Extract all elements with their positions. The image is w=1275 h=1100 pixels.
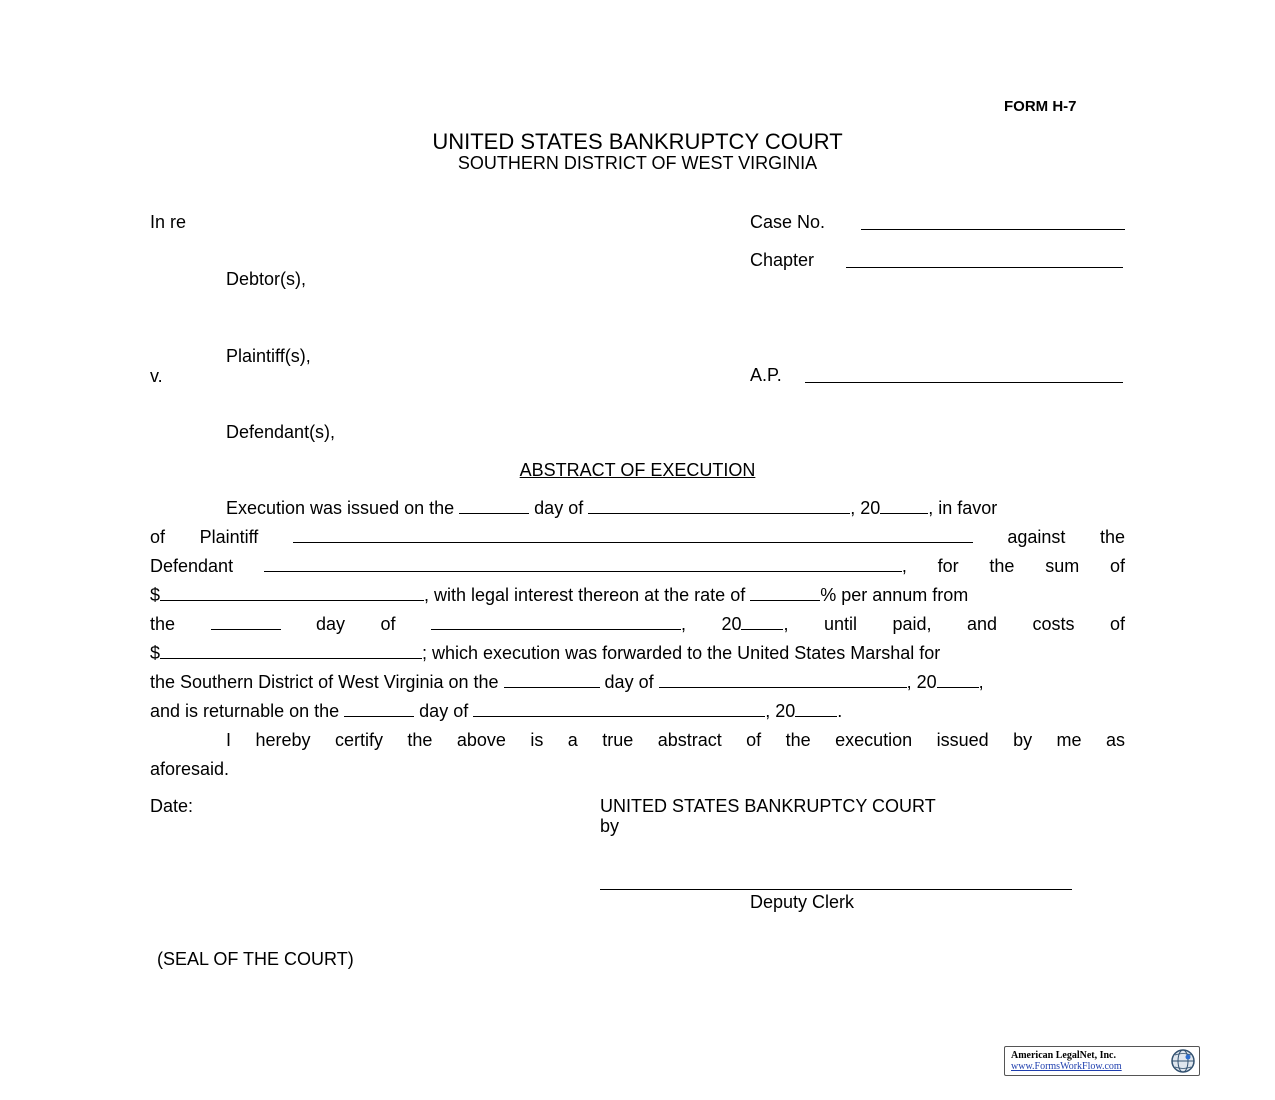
certification-word: of [746, 730, 762, 750]
court-name: UNITED STATES BANKRUPTCY COURT [432, 129, 843, 154]
certification-word: a [567, 730, 578, 750]
return-month-field[interactable] [473, 702, 765, 717]
body-text: 20 [721, 614, 742, 634]
return-year-field[interactable] [795, 702, 837, 717]
body-text: $ [150, 585, 161, 605]
seal-label: (SEAL OF THE COURT) [157, 949, 354, 969]
certification-word: above [456, 730, 506, 750]
costs-field[interactable] [160, 644, 422, 659]
body-line-3 [150, 552, 1125, 581]
chapter-field[interactable] [846, 267, 1123, 268]
return-day-field[interactable] [344, 702, 414, 717]
signature-by: by [600, 816, 620, 836]
body-text: , [901, 556, 907, 576]
date-label: Date: [150, 796, 194, 816]
body-line-7 [150, 668, 1125, 697]
plaintiff-label: Plaintiff(s), [226, 346, 311, 366]
case-no-field[interactable] [861, 229, 1125, 230]
plaintiff-name-field[interactable] [293, 528, 973, 543]
doc-title: ABSTRACT OF EXECUTION [519, 460, 756, 480]
interest-rate-field[interactable] [750, 586, 820, 601]
certification-word: hereby [255, 730, 311, 750]
body-text: the [1099, 527, 1125, 547]
body-text: , [978, 672, 984, 692]
body-text: of [1109, 556, 1125, 576]
body-text: , 20 [765, 701, 796, 721]
defendant-label: Defendant(s), [226, 422, 336, 442]
certification-word: abstract [657, 730, 722, 750]
debtor-label: Debtor(s), [226, 269, 307, 289]
certification-word: as [1105, 730, 1125, 750]
case-no-label: Case No. [750, 212, 826, 232]
deputy-clerk-label: Deputy Clerk [750, 892, 855, 912]
certification-word: is [530, 730, 544, 750]
interest-day-field[interactable] [211, 615, 281, 630]
body-text: day [315, 614, 345, 634]
certification-line [150, 726, 1125, 755]
body-text: costs [1032, 614, 1075, 634]
body-text: the Southern District of West Virginia on the [150, 672, 499, 692]
body-text: , 20 [906, 672, 937, 692]
body-line-6 [150, 639, 1125, 668]
body-line-4 [150, 581, 1125, 610]
vendor-badge[interactable] [1004, 1046, 1200, 1076]
body-text: sum [1045, 556, 1080, 576]
certification-word: certify [334, 730, 383, 750]
body-line-5 [150, 610, 1125, 639]
body-text: Defendant [150, 556, 234, 576]
chapter-label: Chapter [750, 250, 815, 270]
body-text: $ [150, 643, 161, 663]
signature-line[interactable] [600, 889, 1072, 890]
body-text: ; which execution was forwarded to the United States Marshal for [422, 643, 941, 663]
certification-word: execution [835, 730, 913, 750]
form-id: FORM H-7 [1004, 98, 1077, 115]
body-text: of [150, 527, 166, 547]
certification-word: me [1056, 730, 1082, 750]
body-text: the [150, 614, 176, 634]
ap-label: A.P. [750, 365, 782, 385]
certification-word: I [226, 730, 232, 750]
body-line-1 [150, 494, 1125, 523]
body-text: the [989, 556, 1015, 576]
body-text: paid, [892, 614, 932, 634]
forward-month-field[interactable] [659, 673, 907, 688]
certification-word: true [602, 730, 634, 750]
body-text: , in favor [928, 498, 998, 518]
body-text: Execution was issued on the [226, 498, 455, 518]
body-text: Plaintiff [199, 527, 259, 547]
issue-month-field[interactable] [588, 499, 850, 514]
body-text: , with legal interest thereon at the rate of [424, 585, 746, 605]
body-line-2 [150, 523, 1125, 552]
body-text: until [823, 614, 857, 634]
body-text: day of [534, 498, 584, 518]
body-text: of [1109, 614, 1125, 634]
body-text: , [783, 614, 789, 634]
certification-word: the [785, 730, 811, 750]
body-text: , [680, 614, 686, 634]
certification-word: issued [936, 730, 989, 750]
execution-paragraph [150, 494, 1125, 784]
interest-year-field[interactable] [741, 615, 783, 630]
certification-end: aforesaid. [150, 759, 230, 779]
vendor-url[interactable]: www.FormsWorkFlow.com [1011, 1061, 1122, 1072]
body-text: of [380, 614, 396, 634]
signature-court-name: UNITED STATES BANKRUPTCY COURT [600, 796, 936, 816]
certification-word: the [407, 730, 433, 750]
body-text: and [966, 614, 998, 634]
body-text: , 20 [850, 498, 881, 518]
body-text: . [837, 701, 843, 721]
certification-word: by [1013, 730, 1033, 750]
forward-day-field[interactable] [504, 673, 600, 688]
body-text: for [937, 556, 959, 576]
body-text: against [1007, 527, 1066, 547]
interest-month-field[interactable] [431, 615, 681, 630]
issue-year-field[interactable] [880, 499, 928, 514]
body-text: % per annum from [820, 585, 969, 605]
defendant-name-field[interactable] [264, 557, 902, 572]
execution-sum-field[interactable] [160, 586, 424, 601]
versus-label: v. [150, 366, 163, 386]
body-text: day of [604, 672, 654, 692]
court-district: SOUTHERN DISTRICT OF WEST VIRGINIA [457, 153, 818, 173]
issue-day-field[interactable] [459, 499, 529, 514]
body-line-8 [150, 697, 1125, 726]
body-text: and is returnable on the [150, 701, 340, 721]
vendor-name: American LegalNet, Inc. [1011, 1050, 1116, 1061]
in-re-label: In re [150, 212, 187, 232]
globe-logo-icon [1169, 1048, 1197, 1074]
ap-field[interactable] [805, 382, 1123, 383]
forward-year-field[interactable] [937, 673, 979, 688]
body-text: day of [419, 701, 469, 721]
